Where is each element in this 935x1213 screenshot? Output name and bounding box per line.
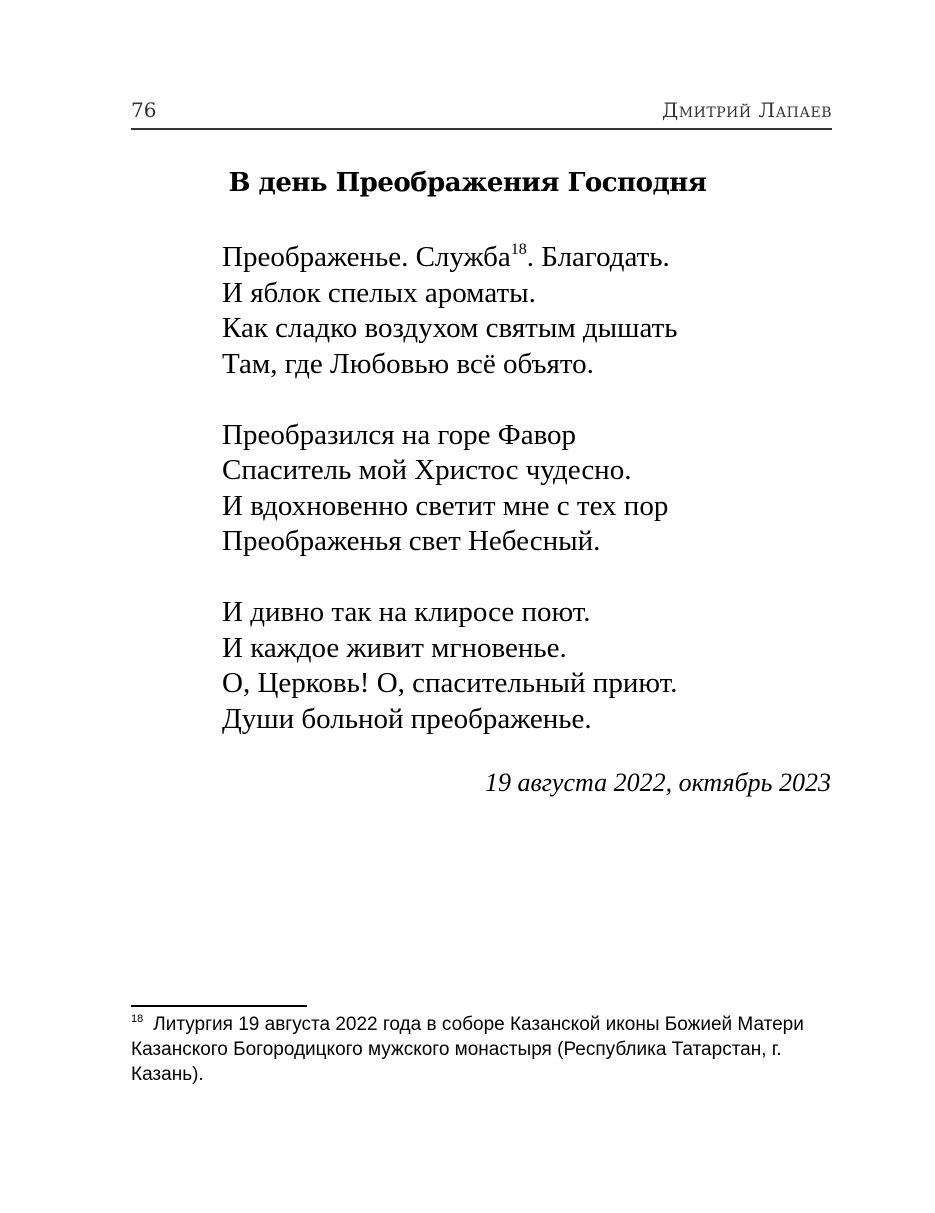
footnote bbox=[131, 1012, 821, 1087]
line-text: Преображенье. Служба bbox=[222, 241, 511, 273]
poem-line: Спаситель мой Христос чудесно. bbox=[222, 454, 632, 486]
header-rule bbox=[131, 128, 832, 130]
poem-date: 19 августа 2022, октябрь 2023 bbox=[484, 768, 831, 797]
poem-title: В день Преображения Господня bbox=[228, 168, 707, 198]
page-header bbox=[131, 94, 832, 130]
poem-line: Преображенья свет Небесный. bbox=[222, 525, 601, 557]
page-number: 76 bbox=[131, 98, 157, 122]
stanza-1 bbox=[222, 240, 678, 382]
footnote-separator bbox=[131, 1005, 307, 1007]
footnote-mark: 18 bbox=[131, 1013, 144, 1025]
running-head-author: Дмитрий Лапаев bbox=[662, 98, 832, 122]
poem-line: Там, где Любовью всё объято. bbox=[222, 347, 594, 380]
poem-line: О, Церковь! О, спасительный приют. bbox=[222, 667, 678, 699]
poem-body bbox=[222, 240, 678, 773]
stanza-2 bbox=[222, 418, 678, 560]
poem-line bbox=[222, 240, 678, 276]
stanza-3 bbox=[222, 595, 678, 737]
footnote-text: Литургия 19 августа 2022 года в соборе Казанской иконы Божией Матери Казанского Богородицкого мужского монастыря (Республика Татарстан, г. Казань). bbox=[131, 1014, 804, 1085]
poem-line: Души больной преображенье. bbox=[222, 702, 592, 735]
poem-line: И яблок спелых ароматы. bbox=[222, 276, 536, 309]
line-text: . Благодать. bbox=[526, 241, 670, 273]
poem-line: И вдохновенно светит мне с тех пор bbox=[222, 489, 669, 522]
poem-line: И каждое живит мгновенье. bbox=[222, 631, 567, 664]
poem-line: Как сладко воздухом святым дышать bbox=[222, 312, 678, 344]
poem-line: Преобразился на горе Фавор bbox=[222, 418, 577, 451]
poem-line: И дивно так на клиросе поют. bbox=[222, 596, 591, 628]
footnote-reference[interactable]: 18 bbox=[510, 241, 527, 258]
